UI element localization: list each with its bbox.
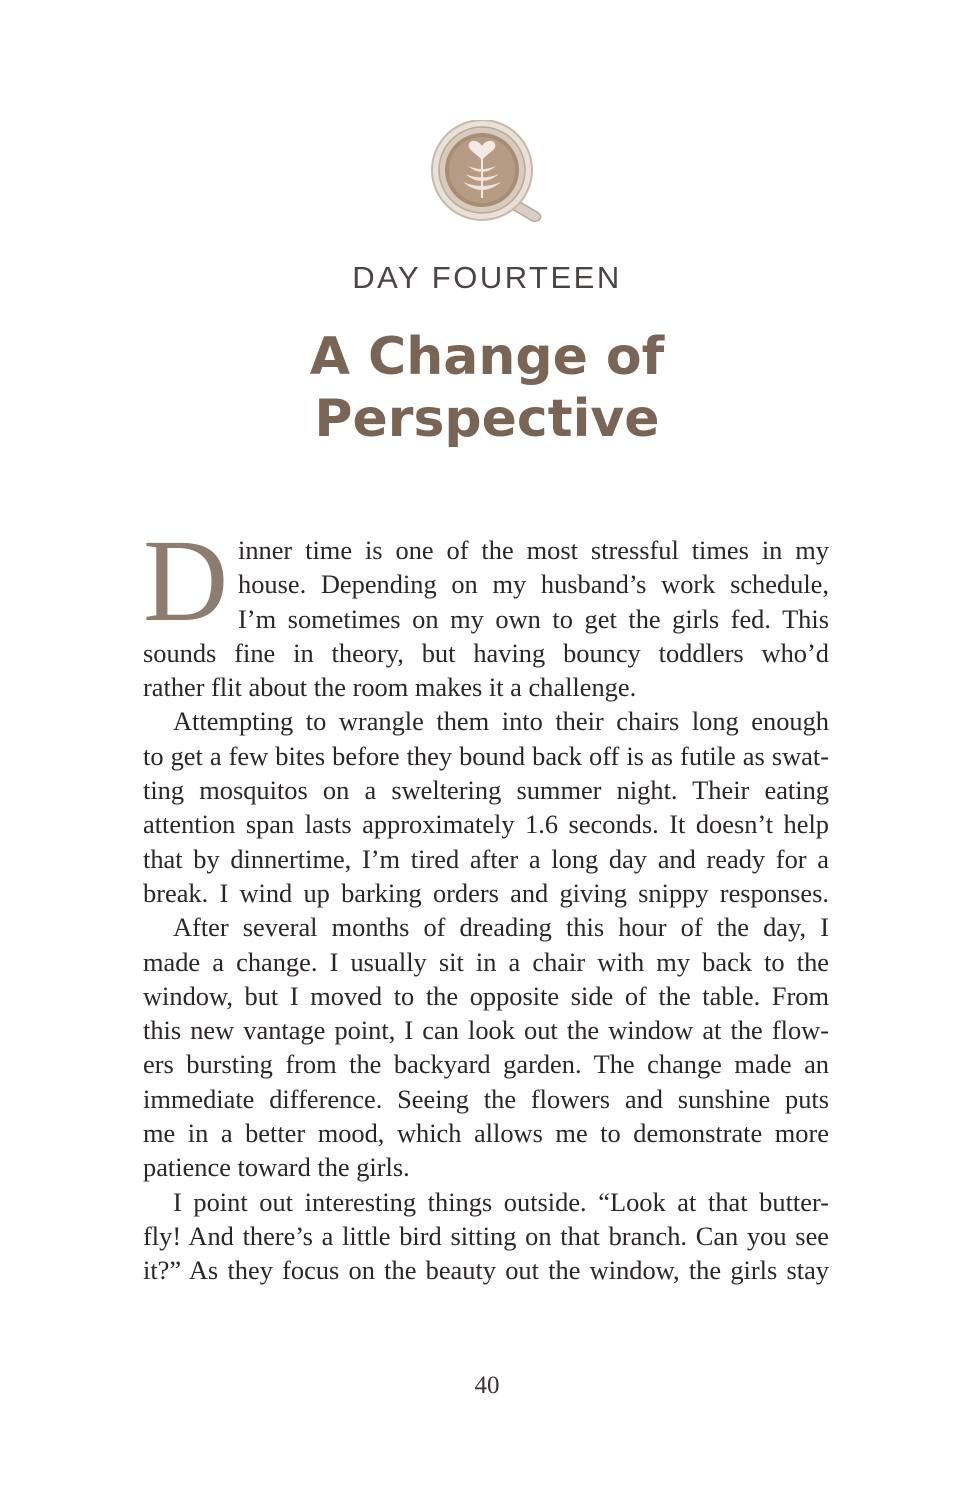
- latte-cup-icon: [425, 120, 549, 230]
- text-line: it?” As they focus on the beauty out the window, the girls stay: [143, 1255, 829, 1286]
- paragraph-1: [143, 515, 829, 704]
- text-line: inner time is one of the most stressful times in my: [238, 535, 829, 565]
- text-line: break. I wind up barking orders and giving snippy responses.: [143, 877, 829, 908]
- chapter-kicker: DAY FOURTEEN: [352, 260, 622, 295]
- page-number: 40: [474, 1372, 500, 1399]
- drop-cap: D: [143, 515, 229, 646]
- paragraph-4: [143, 1185, 829, 1288]
- text-line: made a change. I usually sit in a chair with my back to the: [143, 946, 829, 977]
- text-line: After several months of dreading this hour of the day, I: [173, 912, 829, 943]
- text-line: sounds fine in theory, but having bouncy toddlers who’d: [143, 637, 829, 668]
- text-line: window, but I moved to the opposite side of the table. From: [143, 980, 829, 1011]
- body-text: [143, 515, 829, 1288]
- paragraph-3: [143, 910, 829, 1184]
- text-line: this new vantage point, I can look out the window at the flow-: [143, 1015, 829, 1046]
- text-line: house. Depending on my husband’s work schedule,: [238, 569, 829, 600]
- text-line: Attempting to wrangle them into their chairs long enough: [173, 706, 829, 737]
- text-line: that by dinnertime, I’m tired after a long day and ready for a: [143, 843, 829, 874]
- text-line: I point out interesting things outside. “Look at that butter-: [173, 1186, 829, 1217]
- text-line: immediate difference. Seeing the flowers and sunshine puts: [143, 1083, 829, 1114]
- text-line: ers bursting from the backyard garden. The change made an: [143, 1049, 829, 1080]
- text-line: I’m sometimes on my own to get the girls fed. This: [238, 603, 829, 634]
- text-line: rather flit about the room makes it a challenge.: [143, 672, 637, 703]
- text-line: ting mosquitos on a sweltering summer night. Their eating: [143, 775, 829, 806]
- chapter-title-line-2: Perspective: [314, 389, 660, 449]
- paragraph-2: [143, 704, 829, 910]
- chapter-title: [0, 326, 974, 450]
- chapter-title-line-1: A Change of: [309, 327, 665, 387]
- text-line: fly! And there’s a little bird sitting on that branch. Can you see: [143, 1220, 829, 1251]
- text-line: to get a few bites before they bound back off is as futile as swat-: [143, 740, 829, 771]
- text-line: patience toward the girls.: [143, 1152, 410, 1183]
- text-line: attention span lasts approximately 1.6 seconds. It doesn’t help: [143, 809, 829, 840]
- text-line: me in a better mood, which allows me to demonstrate more: [143, 1118, 829, 1149]
